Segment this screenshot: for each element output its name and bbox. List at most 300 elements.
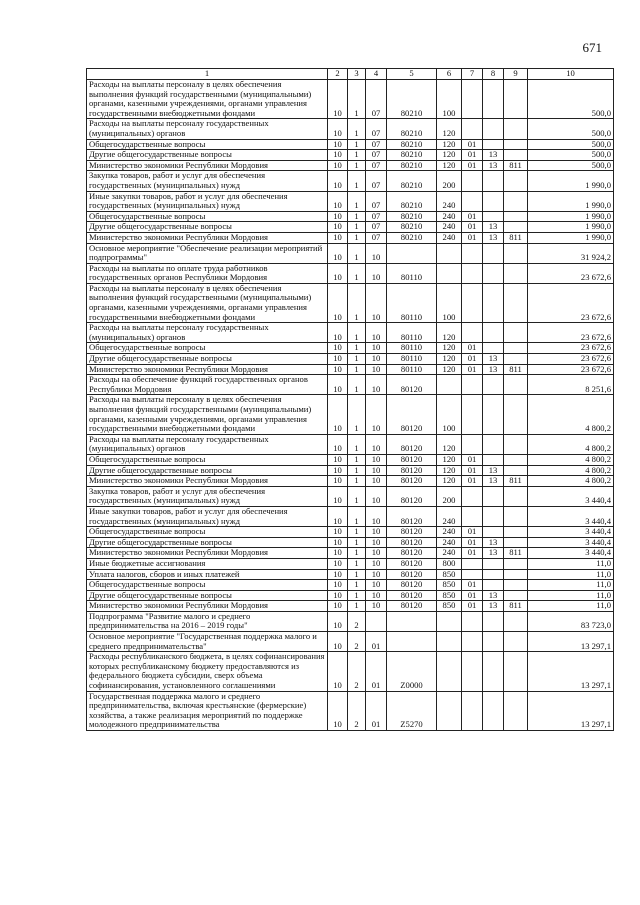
cell-description: Расходы на выплаты персоналу государственных (муниципальных) органов <box>87 119 328 139</box>
cell-subprogram: 07 <box>366 222 387 233</box>
cell-subprogram: 10 <box>366 476 387 487</box>
cell-description: Общегосударственные вопросы <box>87 527 328 538</box>
cell-subprogram: 10 <box>366 580 387 591</box>
cell-subsection-a <box>462 652 483 691</box>
cell-ministry-code <box>504 632 528 652</box>
cell-ministry-code <box>504 537 528 548</box>
cell-section: 10 <box>328 590 348 601</box>
table-row <box>87 506 614 526</box>
cell-subsection-b <box>483 211 504 222</box>
table-row <box>87 211 614 222</box>
cell-subsection-b <box>483 569 504 580</box>
cell-expense-type <box>437 611 462 631</box>
cell-description: Уплата налогов, сборов и иных платежей <box>87 569 328 580</box>
cell-subsection-a: 01 <box>462 537 483 548</box>
cell-program: 1 <box>348 243 366 263</box>
cell-description: Расходы на обеспечение функций государственных органов Республики Мордовия <box>87 375 328 395</box>
cell-subsection-a: 01 <box>462 222 483 233</box>
cell-program: 1 <box>348 580 366 591</box>
cell-description: Общегосударственные вопросы <box>87 139 328 150</box>
cell-subprogram: 07 <box>366 232 387 243</box>
cell-target-article: 80120 <box>387 465 437 476</box>
cell-subsection-a <box>462 243 483 263</box>
cell-program: 1 <box>348 232 366 243</box>
cell-subsection-b: 13 <box>483 601 504 612</box>
cell-subsection-a: 01 <box>462 160 483 171</box>
cell-amount: 83 723,0 <box>528 611 614 631</box>
cell-section: 10 <box>328 80 348 119</box>
cell-subsection-b <box>483 80 504 119</box>
cell-ministry-code <box>504 580 528 591</box>
budget-table <box>86 68 614 731</box>
cell-section: 10 <box>328 434 348 454</box>
cell-description: Общегосударственные вопросы <box>87 580 328 591</box>
cell-ministry-code <box>504 395 528 434</box>
cell-description: Иные закупки товаров, работ и услуг для обеспечения государственных (муниципальных) нужд <box>87 191 328 211</box>
cell-subsection-b <box>483 558 504 569</box>
cell-target-article: 80110 <box>387 343 437 354</box>
cell-program: 1 <box>348 375 366 395</box>
cell-program: 2 <box>348 652 366 691</box>
cell-ministry-code <box>504 139 528 150</box>
cell-subsection-a <box>462 119 483 139</box>
table-row <box>87 323 614 343</box>
cell-amount: 23 672,6 <box>528 343 614 354</box>
cell-description: Подпрограмма "Развитие малого и среднего предпринимательства на 2016 – 2019 годы" <box>87 611 328 631</box>
cell-expense-type <box>437 375 462 395</box>
cell-description: Расходы республиканского бюджета, в целях софинансирования которых республиканскому бюджету предоставляются из федерального бюджета субсидии, сверх объема софинансирования, установленного соглашениями <box>87 652 328 691</box>
cell-subsection-a <box>462 486 483 506</box>
cell-subprogram: 10 <box>366 601 387 612</box>
cell-ministry-code: 811 <box>504 601 528 612</box>
cell-subprogram: 07 <box>366 171 387 191</box>
cell-program: 1 <box>348 364 366 375</box>
cell-target-article <box>387 611 437 631</box>
header-cell-subsection-a: 7 <box>462 69 483 80</box>
cell-description: Другие общегосударственные вопросы <box>87 537 328 548</box>
cell-program: 1 <box>348 191 366 211</box>
table-row <box>87 465 614 476</box>
cell-section: 10 <box>328 465 348 476</box>
cell-expense-type: 100 <box>437 283 462 322</box>
cell-subsection-a <box>462 611 483 631</box>
cell-program: 1 <box>348 160 366 171</box>
cell-program: 1 <box>348 323 366 343</box>
cell-description: Министерство экономики Республики Мордовия <box>87 232 328 243</box>
cell-expense-type: 240 <box>437 527 462 538</box>
cell-program: 2 <box>348 632 366 652</box>
header-cell-subprogram: 4 <box>366 69 387 80</box>
cell-description: Другие общегосударственные вопросы <box>87 590 328 601</box>
cell-expense-type: 850 <box>437 601 462 612</box>
cell-subsection-b <box>483 527 504 538</box>
cell-expense-type: 120 <box>437 119 462 139</box>
cell-ministry-code <box>504 486 528 506</box>
cell-program: 1 <box>348 454 366 465</box>
cell-description: Общегосударственные вопросы <box>87 343 328 354</box>
cell-target-article: 80120 <box>387 434 437 454</box>
cell-subprogram: 10 <box>366 243 387 263</box>
cell-section: 10 <box>328 537 348 548</box>
cell-ministry-code <box>504 590 528 601</box>
cell-section: 10 <box>328 632 348 652</box>
cell-section: 10 <box>328 232 348 243</box>
cell-subsection-b <box>483 395 504 434</box>
cell-expense-type <box>437 652 462 691</box>
cell-amount: 23 672,6 <box>528 364 614 375</box>
cell-ministry-code <box>504 569 528 580</box>
cell-amount: 500,0 <box>528 160 614 171</box>
cell-description: Закупка товаров, работ и услуг для обеспечения государственных (муниципальных) нужд <box>87 486 328 506</box>
header-cell-target-article: 5 <box>387 69 437 80</box>
cell-program: 1 <box>348 548 366 559</box>
cell-subsection-b: 13 <box>483 476 504 487</box>
cell-program: 1 <box>348 590 366 601</box>
cell-program: 1 <box>348 434 366 454</box>
table-row <box>87 580 614 591</box>
cell-target-article: 80120 <box>387 476 437 487</box>
cell-section: 10 <box>328 263 348 283</box>
cell-ministry-code <box>504 263 528 283</box>
cell-target-article: 80120 <box>387 569 437 580</box>
cell-ministry-code <box>504 343 528 354</box>
table-row <box>87 80 614 119</box>
cell-expense-type: 240 <box>437 506 462 526</box>
cell-subsection-a: 01 <box>462 465 483 476</box>
cell-expense-type: 120 <box>437 364 462 375</box>
cell-subprogram: 10 <box>366 569 387 580</box>
cell-expense-type: 200 <box>437 486 462 506</box>
cell-section: 10 <box>328 243 348 263</box>
cell-ministry-code <box>504 465 528 476</box>
cell-program: 1 <box>348 119 366 139</box>
cell-subsection-a: 01 <box>462 364 483 375</box>
cell-amount: 4 800,2 <box>528 434 614 454</box>
cell-amount: 3 440,4 <box>528 537 614 548</box>
table-row <box>87 569 614 580</box>
cell-section: 10 <box>328 691 348 730</box>
table-row <box>87 434 614 454</box>
table-row <box>87 232 614 243</box>
cell-subsection-b <box>483 434 504 454</box>
cell-ministry-code <box>504 222 528 233</box>
cell-ministry-code <box>504 283 528 322</box>
cell-section: 10 <box>328 558 348 569</box>
cell-subsection-a: 01 <box>462 454 483 465</box>
cell-subprogram: 10 <box>366 364 387 375</box>
table-row <box>87 611 614 631</box>
cell-expense-type: 850 <box>437 590 462 601</box>
cell-subsection-a <box>462 506 483 526</box>
cell-program: 1 <box>348 395 366 434</box>
cell-program: 1 <box>348 558 366 569</box>
cell-description: Расходы на выплаты персоналу в целях обеспечения выполнения функций государственными (муниципальными) органами, казенными учреждениями, органами управления государственными внебюджетными фондами <box>87 80 328 119</box>
cell-target-article: 80120 <box>387 506 437 526</box>
cell-section: 10 <box>328 611 348 631</box>
cell-subprogram: 01 <box>366 652 387 691</box>
cell-expense-type: 120 <box>437 454 462 465</box>
cell-subsection-b: 13 <box>483 548 504 559</box>
cell-subprogram: 10 <box>366 354 387 365</box>
cell-target-article: 80120 <box>387 527 437 538</box>
cell-section: 10 <box>328 486 348 506</box>
cell-ministry-code: 811 <box>504 160 528 171</box>
cell-subprogram: 10 <box>366 323 387 343</box>
table-row <box>87 139 614 150</box>
cell-amount: 11,0 <box>528 558 614 569</box>
budget-table-body <box>87 69 614 731</box>
cell-subprogram: 10 <box>366 465 387 476</box>
cell-subsection-b: 13 <box>483 222 504 233</box>
cell-description: Другие общегосударственные вопросы <box>87 354 328 365</box>
cell-description: Расходы на выплаты персоналу в целях обеспечения выполнения функций государственными (муниципальными) органами, казенными учреждениями, органами управления государственными внебюджетными фондами <box>87 395 328 434</box>
cell-description: Министерство экономики Республики Мордовия <box>87 548 328 559</box>
cell-subsection-a <box>462 691 483 730</box>
cell-program: 1 <box>348 569 366 580</box>
cell-subprogram: 10 <box>366 283 387 322</box>
cell-subprogram: 10 <box>366 548 387 559</box>
cell-section: 10 <box>328 191 348 211</box>
cell-target-article: 80210 <box>387 150 437 161</box>
header-cell-amount: 10 <box>528 69 614 80</box>
cell-subsection-a <box>462 171 483 191</box>
cell-ministry-code <box>504 527 528 538</box>
cell-target-article: 80210 <box>387 191 437 211</box>
cell-expense-type: 800 <box>437 558 462 569</box>
cell-target-article: 80120 <box>387 375 437 395</box>
cell-expense-type: 240 <box>437 222 462 233</box>
cell-description: Министерство экономики Республики Мордовия <box>87 601 328 612</box>
cell-subsection-b: 13 <box>483 232 504 243</box>
cell-subsection-a <box>462 80 483 119</box>
header-cell-ministry-code: 9 <box>504 69 528 80</box>
cell-amount: 1 990,0 <box>528 171 614 191</box>
cell-amount: 4 800,2 <box>528 465 614 476</box>
table-row <box>87 454 614 465</box>
cell-ministry-code <box>504 354 528 365</box>
cell-target-article: Z0000 <box>387 652 437 691</box>
table-row <box>87 527 614 538</box>
cell-subsection-a <box>462 434 483 454</box>
cell-ministry-code <box>504 558 528 569</box>
cell-amount: 13 297,1 <box>528 652 614 691</box>
cell-amount: 3 440,4 <box>528 548 614 559</box>
cell-ministry-code: 811 <box>504 476 528 487</box>
cell-subprogram: 10 <box>366 527 387 538</box>
cell-target-article: 80110 <box>387 323 437 343</box>
cell-ministry-code <box>504 691 528 730</box>
table-row <box>87 243 614 263</box>
cell-target-article: 80210 <box>387 160 437 171</box>
cell-expense-type: 120 <box>437 434 462 454</box>
cell-ministry-code <box>504 211 528 222</box>
cell-subsection-b <box>483 263 504 283</box>
cell-amount: 23 672,6 <box>528 354 614 365</box>
cell-expense-type: 200 <box>437 171 462 191</box>
cell-program: 1 <box>348 139 366 150</box>
cell-amount: 23 672,6 <box>528 323 614 343</box>
cell-program: 1 <box>348 171 366 191</box>
cell-ministry-code <box>504 434 528 454</box>
cell-subsection-a: 01 <box>462 139 483 150</box>
cell-program: 1 <box>348 343 366 354</box>
cell-amount: 3 440,4 <box>528 506 614 526</box>
cell-program: 1 <box>348 506 366 526</box>
table-row <box>87 191 614 211</box>
cell-ministry-code <box>504 375 528 395</box>
cell-expense-type <box>437 691 462 730</box>
cell-section: 10 <box>328 211 348 222</box>
cell-subsection-b <box>483 632 504 652</box>
cell-section: 10 <box>328 476 348 487</box>
cell-section: 10 <box>328 375 348 395</box>
cell-amount: 1 990,0 <box>528 232 614 243</box>
cell-subsection-a: 01 <box>462 150 483 161</box>
cell-subsection-b <box>483 343 504 354</box>
cell-amount: 500,0 <box>528 80 614 119</box>
cell-section: 10 <box>328 569 348 580</box>
cell-description: Другие общегосударственные вопросы <box>87 222 328 233</box>
table-row <box>87 395 614 434</box>
cell-ministry-code <box>504 611 528 631</box>
cell-subprogram: 01 <box>366 632 387 652</box>
cell-section: 10 <box>328 150 348 161</box>
cell-ministry-code <box>504 171 528 191</box>
cell-subsection-b: 13 <box>483 354 504 365</box>
cell-subprogram: 10 <box>366 395 387 434</box>
cell-target-article: 80210 <box>387 232 437 243</box>
cell-expense-type <box>437 243 462 263</box>
cell-ministry-code: 811 <box>504 232 528 243</box>
cell-section: 10 <box>328 160 348 171</box>
cell-subsection-b <box>483 691 504 730</box>
cell-ministry-code <box>504 243 528 263</box>
cell-subsection-b <box>483 139 504 150</box>
cell-subsection-b: 13 <box>483 537 504 548</box>
cell-description: Расходы на выплаты персоналу государственных (муниципальных) органов <box>87 434 328 454</box>
cell-expense-type: 240 <box>437 211 462 222</box>
cell-subsection-a <box>462 283 483 322</box>
cell-description: Министерство экономики Республики Мордовия <box>87 160 328 171</box>
cell-ministry-code: 811 <box>504 548 528 559</box>
cell-description: Расходы на выплаты персоналу в целях обеспечения выполнения функций государственными (муниципальными) органами, казенными учреждениями, органами управления государственными внебюджетными фондами <box>87 283 328 322</box>
cell-description: Министерство экономики Республики Мордовия <box>87 364 328 375</box>
page-number: 671 <box>582 40 602 55</box>
cell-amount: 11,0 <box>528 590 614 601</box>
cell-subsection-b <box>483 323 504 343</box>
table-row <box>87 691 614 730</box>
cell-target-article: 80120 <box>387 395 437 434</box>
cell-amount: 4 800,2 <box>528 395 614 434</box>
cell-expense-type: 120 <box>437 323 462 343</box>
cell-ministry-code: 811 <box>504 364 528 375</box>
cell-amount: 1 990,0 <box>528 191 614 211</box>
cell-target-article: 80120 <box>387 590 437 601</box>
cell-subsection-a <box>462 323 483 343</box>
cell-subprogram: 01 <box>366 691 387 730</box>
cell-ministry-code <box>504 506 528 526</box>
cell-subsection-b <box>483 486 504 506</box>
cell-subprogram: 10 <box>366 375 387 395</box>
cell-expense-type: 240 <box>437 548 462 559</box>
cell-description: Основное мероприятие "Государственная поддержка малого и среднего предпринимательства" <box>87 632 328 652</box>
cell-subsection-a: 01 <box>462 548 483 559</box>
cell-amount: 13 297,1 <box>528 632 614 652</box>
cell-subprogram: 07 <box>366 119 387 139</box>
cell-program: 1 <box>348 211 366 222</box>
cell-expense-type: 120 <box>437 150 462 161</box>
cell-expense-type: 850 <box>437 580 462 591</box>
cell-expense-type: 120 <box>437 465 462 476</box>
table-row <box>87 263 614 283</box>
cell-amount: 23 672,6 <box>528 263 614 283</box>
cell-subprogram: 10 <box>366 263 387 283</box>
cell-amount: 11,0 <box>528 569 614 580</box>
cell-amount: 500,0 <box>528 119 614 139</box>
cell-program: 1 <box>348 222 366 233</box>
cell-subprogram: 07 <box>366 191 387 211</box>
cell-amount: 13 297,1 <box>528 691 614 730</box>
cell-program: 1 <box>348 263 366 283</box>
cell-program: 1 <box>348 283 366 322</box>
cell-section: 10 <box>328 364 348 375</box>
cell-expense-type <box>437 632 462 652</box>
cell-subsection-a: 01 <box>462 232 483 243</box>
cell-subsection-b: 13 <box>483 364 504 375</box>
cell-amount: 3 440,4 <box>528 486 614 506</box>
cell-subsection-b: 13 <box>483 150 504 161</box>
cell-ministry-code <box>504 323 528 343</box>
cell-subprogram: 07 <box>366 211 387 222</box>
cell-expense-type: 100 <box>437 80 462 119</box>
cell-program: 1 <box>348 476 366 487</box>
cell-expense-type: 120 <box>437 139 462 150</box>
cell-subsection-a <box>462 395 483 434</box>
cell-target-article: 80110 <box>387 354 437 365</box>
cell-description: Основное мероприятие "Обеспечение реализации мероприятий подпрограммы" <box>87 243 328 263</box>
cell-amount: 23 672,6 <box>528 283 614 322</box>
cell-section: 10 <box>328 323 348 343</box>
cell-subprogram: 10 <box>366 506 387 526</box>
table-row <box>87 343 614 354</box>
cell-target-article <box>387 632 437 652</box>
cell-section: 10 <box>328 222 348 233</box>
table-row <box>87 171 614 191</box>
cell-amount: 1 990,0 <box>528 222 614 233</box>
cell-description: Закупка товаров, работ и услуг для обеспечения государственных (муниципальных) нужд <box>87 171 328 191</box>
cell-ministry-code <box>504 80 528 119</box>
cell-subsection-a: 01 <box>462 590 483 601</box>
cell-description: Расходы на выплаты персоналу государственных (муниципальных) органов <box>87 323 328 343</box>
cell-program: 2 <box>348 611 366 631</box>
cell-subsection-b <box>483 652 504 691</box>
cell-section: 10 <box>328 580 348 591</box>
cell-target-article <box>387 243 437 263</box>
cell-subsection-a: 01 <box>462 601 483 612</box>
cell-expense-type: 240 <box>437 191 462 211</box>
cell-subsection-a: 01 <box>462 211 483 222</box>
cell-section: 10 <box>328 548 348 559</box>
cell-subprogram: 10 <box>366 434 387 454</box>
cell-ministry-code <box>504 652 528 691</box>
table-row <box>87 486 614 506</box>
cell-amount: 500,0 <box>528 139 614 150</box>
cell-amount: 4 800,2 <box>528 476 614 487</box>
cell-subsection-a <box>462 375 483 395</box>
cell-program: 1 <box>348 80 366 119</box>
cell-subsection-a <box>462 632 483 652</box>
cell-target-article: 80120 <box>387 486 437 506</box>
